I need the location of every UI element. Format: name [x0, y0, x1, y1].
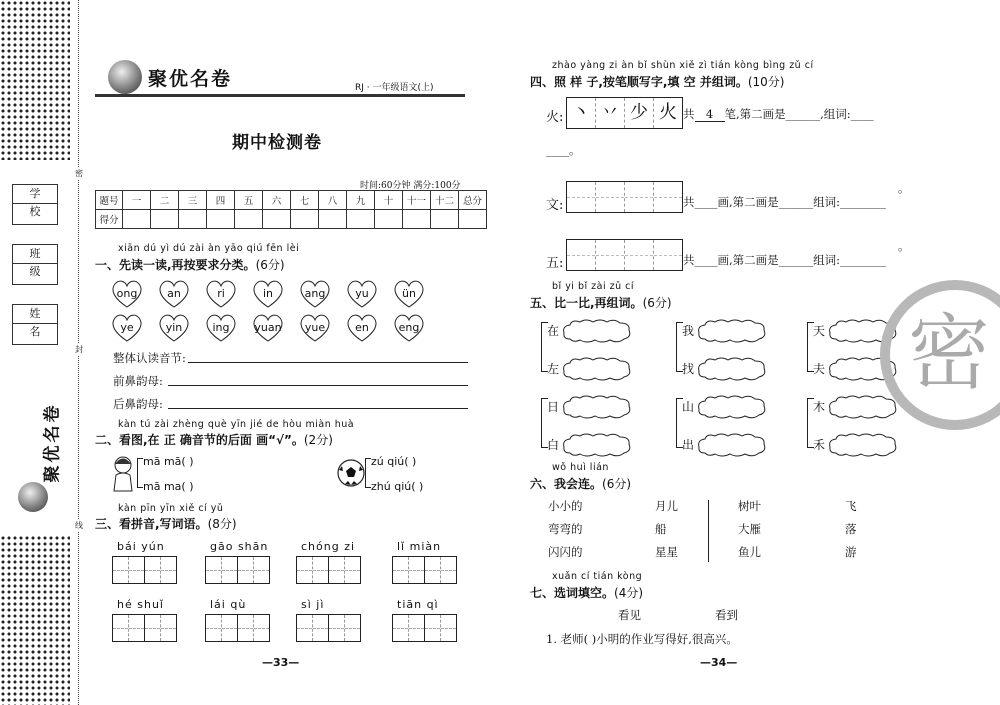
q4-sample-text-b: 笔,第二画是______,组词:____: [724, 107, 874, 121]
stroke-cell[interactable]: [596, 182, 625, 212]
football-picture: [336, 458, 366, 488]
q1-answer-line-1[interactable]: [188, 362, 468, 363]
heart-syllable: ri: [217, 287, 225, 300]
score-field[interactable]: [431, 210, 459, 229]
grid-cell[interactable]: [113, 557, 129, 583]
q3-pinyin-word: lái qù: [210, 598, 247, 611]
q2-points: (2分): [303, 433, 333, 447]
score-cell: 十: [375, 191, 403, 210]
q4-wen-label: 文:: [546, 198, 564, 213]
q5-char: 日: [547, 400, 560, 414]
q4-wu-blank[interactable]: 共____画,第二画是______组词:________: [683, 253, 887, 267]
header-logo: [108, 60, 232, 94]
q3-writing-grid[interactable]: [112, 556, 177, 584]
q7-option-1: 看见: [618, 608, 641, 622]
q4-wu-label: 五:: [546, 256, 564, 271]
grid-cell[interactable]: [206, 557, 222, 583]
q4-sample-text-a: 共: [683, 107, 695, 121]
grid-cell[interactable]: [329, 557, 345, 583]
q1-title-text: 一、先读一读,再按要求分类。: [95, 258, 256, 272]
syllable-heart: [204, 279, 238, 309]
syllable-heart: [157, 313, 191, 343]
stroke-cell[interactable]: [654, 182, 682, 212]
syllable-heart: [110, 313, 144, 343]
q3-pinyin-word: sì jì: [301, 598, 325, 611]
grid-cell[interactable]: [145, 557, 161, 583]
q3-title-text: 三、看拼音,写词语。: [95, 517, 208, 531]
q2-option-mama1[interactable]: mā mā( ): [143, 455, 194, 468]
q6-divider: [708, 500, 709, 562]
grid-cell[interactable]: [222, 557, 238, 583]
syllable-heart: [110, 279, 144, 309]
grid-cell[interactable]: [297, 615, 313, 641]
q7-title-text: 七、选词填空。: [530, 586, 615, 600]
grid-cell[interactable]: [345, 557, 360, 583]
q3-writing-grid[interactable]: [296, 614, 361, 642]
score-cell: 题号: [96, 191, 123, 210]
q5-answer-cloud[interactable]: [562, 395, 632, 419]
cut-mark-3: 线: [75, 521, 83, 530]
q2-option-zhuqiu[interactable]: zhú qiú( ): [371, 480, 424, 493]
heart-syllable: yin: [165, 321, 183, 334]
stroke-cell: 少: [625, 98, 654, 128]
stroke-cell[interactable]: [567, 182, 596, 212]
q5-char: 我: [682, 324, 695, 338]
q4-pinyin: zhào yàng zi àn bǐ shùn xiě zì tián kòng bìng zǔ cí: [552, 60, 814, 71]
q4-title-text: 四、照 样 子,按笔顺写字,填 空 并组词。: [530, 75, 748, 89]
q6-word[interactable]: 鱼儿: [738, 545, 761, 559]
q4-wen-end: 。: [898, 181, 910, 195]
grid-cell[interactable]: [254, 557, 269, 583]
q1-line-label-3: 后鼻韵母:: [113, 397, 163, 411]
page-number-right: —34—: [700, 656, 738, 669]
q3-points: (8分): [207, 517, 237, 531]
grid-cell[interactable]: [425, 557, 441, 583]
q3-writing-grid[interactable]: [205, 556, 270, 584]
q6-title-text: 六、我会连。: [530, 477, 603, 491]
mother-girl-picture: [110, 455, 138, 493]
q6-word[interactable]: 月儿: [655, 499, 678, 513]
q3-pinyin-word: lǐ miàn: [397, 540, 442, 553]
name-box: [12, 304, 58, 345]
heart-syllable: en: [355, 321, 369, 334]
cut-mark-2: 封: [75, 345, 83, 354]
score-cell: 五: [235, 191, 263, 210]
score-field[interactable]: [235, 210, 263, 229]
syllable-heart: [392, 313, 426, 343]
q3-writing-grid[interactable]: [112, 614, 177, 642]
q6-word[interactable]: 树叶: [738, 499, 761, 513]
score-value-row: [96, 210, 487, 229]
binding-logo-icon: [18, 482, 48, 512]
grid-cell[interactable]: [425, 615, 441, 641]
q4-title: [530, 73, 784, 90]
grid-cell[interactable]: [297, 557, 313, 583]
q5-char: 出: [682, 438, 695, 452]
q4-sample-continuation: ____。: [546, 143, 581, 157]
q5-char: 山: [682, 400, 695, 414]
syllable-heart: [204, 313, 238, 343]
score-field[interactable]: [291, 210, 319, 229]
syllable-heart: [251, 279, 285, 309]
q4-sample-box: [566, 97, 683, 129]
score-table: [95, 190, 487, 229]
heart-syllable: ing: [212, 321, 230, 334]
grid-cell[interactable]: [113, 615, 129, 641]
q3-writing-grid[interactable]: [205, 614, 270, 642]
q4-points: (10分): [747, 75, 785, 89]
grid-cell[interactable]: [409, 557, 425, 583]
cut-mark-1: 密: [75, 169, 83, 178]
q7-title: [530, 584, 643, 601]
grid-cell[interactable]: [222, 615, 238, 641]
grid-cell[interactable]: [161, 557, 176, 583]
q1-title: [95, 256, 285, 273]
score-field[interactable]: [459, 210, 487, 229]
score-cell: 四: [207, 191, 235, 210]
q3-writing-grid[interactable]: [392, 614, 457, 642]
heart-syllable: ong: [116, 287, 138, 300]
stroke-cell[interactable]: [596, 240, 625, 270]
q4-wen-box[interactable]: [566, 181, 683, 213]
q4-wen-blank[interactable]: 共____画,第二画是______组词:________: [683, 195, 887, 209]
q5-answer-cloud[interactable]: [697, 433, 767, 457]
heart-syllable: yuan: [254, 321, 282, 334]
grid-cell[interactable]: [145, 615, 161, 641]
score-cell: 六: [263, 191, 291, 210]
heart-syllable: eng: [398, 321, 420, 334]
score-field[interactable]: [319, 210, 347, 229]
score-field[interactable]: [123, 210, 151, 229]
q2-option-mama2[interactable]: mā ma( ): [143, 480, 194, 493]
binding-brand-vertical: 聚优名卷: [42, 402, 63, 483]
secret-stamp-text: 密: [908, 306, 991, 401]
q6-points: (6分): [602, 477, 632, 491]
score-field[interactable]: [263, 210, 291, 229]
score-cell: 二: [151, 191, 179, 210]
grid-cell[interactable]: [254, 615, 269, 641]
syllable-heart: [157, 279, 191, 309]
score-field[interactable]: [403, 210, 431, 229]
page-number-left: —33—: [262, 656, 300, 669]
q5-char: 夫: [813, 362, 826, 376]
heart-syllable: ün: [402, 287, 416, 300]
grid-cell[interactable]: [313, 615, 329, 641]
school-box: [12, 184, 58, 225]
score-cell: 九: [347, 191, 375, 210]
q3-pinyin-word: hé shuǐ: [117, 598, 164, 611]
score-field[interactable]: [151, 210, 179, 229]
stroke-cell: 火: [659, 102, 677, 123]
q7-option-2: 看到: [715, 608, 738, 622]
q5-char: 白: [547, 438, 560, 452]
exam-info: 时间:60分钟 满分:100分: [360, 181, 461, 191]
score-cell: 十二: [431, 191, 459, 210]
score-cell: 七: [291, 191, 319, 210]
class-box: [12, 244, 58, 285]
secret-stamp: [880, 280, 1000, 430]
q5-pinyin: bǐ yi bǐ zài zǔ cí: [552, 281, 635, 292]
heart-syllable: an: [167, 287, 181, 300]
grid-cell[interactable]: [441, 557, 456, 583]
q1-points: (6分): [255, 258, 285, 272]
q2-title: [95, 431, 333, 448]
q6-pinyin: wǒ huì lián: [552, 462, 609, 473]
grid-cell[interactable]: [393, 615, 409, 641]
q4-sample-char: 火:: [546, 110, 564, 125]
grid-cell[interactable]: [129, 615, 145, 641]
q3-pinyin-word: tiān qì: [397, 598, 439, 611]
q3-writing-grid[interactable]: [296, 556, 361, 584]
q6-word[interactable]: 大雁: [738, 522, 761, 536]
q3-pinyin: kàn pīn yīn xiě cí yǔ: [118, 503, 224, 514]
q6-title: [530, 475, 631, 492]
heart-syllable: yu: [355, 287, 369, 300]
q5-answer-cloud[interactable]: [562, 433, 632, 457]
q6-word[interactable]: 星星: [655, 545, 678, 559]
q6-word[interactable]: 小小的: [548, 499, 583, 513]
score-row-label: 得分: [96, 210, 123, 229]
q7-points: (4分): [614, 586, 644, 600]
q3-writing-grid[interactable]: [392, 556, 457, 584]
q1-line-label-1: 整体认读音节:: [113, 351, 186, 365]
stroke-cell[interactable]: [625, 240, 654, 270]
score-cell: 八: [319, 191, 347, 210]
q5-char: 左: [547, 362, 560, 376]
q3-title: [95, 515, 237, 532]
stroke-cell: 丷: [596, 98, 625, 128]
grid-cell[interactable]: [345, 615, 360, 641]
heart-syllable: ye: [120, 321, 134, 334]
heart-syllable: in: [262, 287, 274, 300]
q5-answer-cloud[interactable]: [828, 395, 898, 419]
syllable-heart: [251, 313, 285, 343]
score-field[interactable]: [207, 210, 235, 229]
q5-answer-cloud[interactable]: [562, 319, 632, 343]
class-label: 班 级: [13, 245, 57, 264]
score-field[interactable]: [347, 210, 375, 229]
q4-wu-box[interactable]: [566, 239, 683, 271]
school-label: 学 校: [13, 185, 57, 204]
q2-option-zuqiu[interactable]: zú qiú( ): [371, 455, 417, 468]
q7-pinyin: xuǎn cí tián kòng: [552, 571, 643, 582]
name-label: 姓 名: [13, 305, 57, 324]
q5-char: 禾: [813, 438, 826, 452]
q1-line-label-2: 前鼻韵母:: [113, 374, 163, 388]
grid-cell[interactable]: [238, 615, 254, 641]
header-rule: [95, 94, 465, 97]
q3-pinyin-word: gāo shān: [210, 540, 269, 553]
heart-syllable: ang: [304, 287, 326, 300]
exam-title: 期中检测卷: [232, 133, 322, 153]
q5-char: 找: [682, 362, 695, 376]
syllable-heart: [298, 313, 332, 343]
q3-pinyin-word: chóng zi: [301, 540, 356, 553]
stroke-cell[interactable]: [654, 240, 682, 270]
q6-word[interactable]: 闪闪的: [548, 545, 583, 559]
grid-cell[interactable]: [129, 557, 145, 583]
score-cell: 十一: [403, 191, 431, 210]
q1-answer-line-2[interactable]: [168, 385, 468, 386]
q3-pinyin-word: bái yún: [117, 540, 165, 553]
binding-dots-top: [0, 0, 70, 160]
q5-title: [530, 294, 672, 311]
q6-word[interactable]: 游: [845, 545, 857, 559]
q1-answer-line-3[interactable]: [168, 408, 468, 409]
header-brand: 聚优名卷: [148, 67, 233, 90]
q5-answer-cloud[interactable]: [697, 395, 767, 419]
syllable-heart: [345, 279, 379, 309]
syllable-heart: [392, 279, 426, 309]
q6-word[interactable]: 弯弯的: [548, 522, 583, 536]
logo-cube-icon: [108, 60, 142, 94]
grid-cell[interactable]: [313, 557, 329, 583]
q7-item-1[interactable]: 1. 老师( )小明的作业写得好,很高兴。: [546, 632, 738, 646]
q5-title-text: 五、比一比,再组词。: [530, 296, 643, 310]
grid-cell[interactable]: [393, 557, 409, 583]
q5-char: 在: [547, 324, 560, 338]
q6-word[interactable]: 落: [845, 522, 857, 536]
q4-sample-line: [683, 106, 874, 122]
grid-cell[interactable]: [161, 615, 176, 641]
q1-pinyin: xiān dú yì dú zài àn yāo qiú fēn lèi: [118, 243, 300, 254]
q5-answer-cloud[interactable]: [697, 357, 767, 381]
score-cell: 总分: [459, 191, 487, 210]
stroke-cell[interactable]: [567, 240, 596, 270]
q5-answer-cloud[interactable]: [828, 433, 898, 457]
grid-cell[interactable]: [441, 615, 456, 641]
binding-dots-bottom: [0, 535, 70, 705]
stroke-cell: 丶: [567, 98, 596, 128]
q4-sample-count: 4: [695, 107, 725, 122]
score-header-row: [96, 191, 487, 210]
grid-cell[interactable]: [238, 557, 254, 583]
grid-cell[interactable]: [206, 615, 222, 641]
header-edition: RJ · 一年级语文(上): [355, 83, 434, 93]
stroke-cell[interactable]: [625, 182, 654, 212]
grid-cell[interactable]: [409, 615, 425, 641]
q5-points: (6分): [642, 296, 672, 310]
grid-cell[interactable]: [329, 615, 345, 641]
q6-word[interactable]: 船: [655, 522, 667, 536]
q6-word[interactable]: 飞: [845, 499, 857, 513]
q2-pinyin: kàn tú zài zhèng què yīn jié de hòu miàn huà: [118, 419, 355, 430]
score-cell: 一: [123, 191, 151, 210]
heart-syllable: yue: [304, 321, 326, 334]
q5-char: 天: [813, 324, 826, 338]
q5-answer-cloud[interactable]: [562, 357, 632, 381]
score-field[interactable]: [375, 210, 403, 229]
syllable-heart: [345, 313, 379, 343]
score-cell: 三: [179, 191, 207, 210]
q5-answer-cloud[interactable]: [697, 319, 767, 343]
syllable-heart: [298, 279, 332, 309]
q4-wu-end: 。: [898, 239, 910, 253]
q2-title-text: 二、看图,在 正 确音节的后面 画“√”。: [95, 433, 304, 447]
score-field[interactable]: [179, 210, 207, 229]
q5-char: 木: [813, 400, 826, 414]
